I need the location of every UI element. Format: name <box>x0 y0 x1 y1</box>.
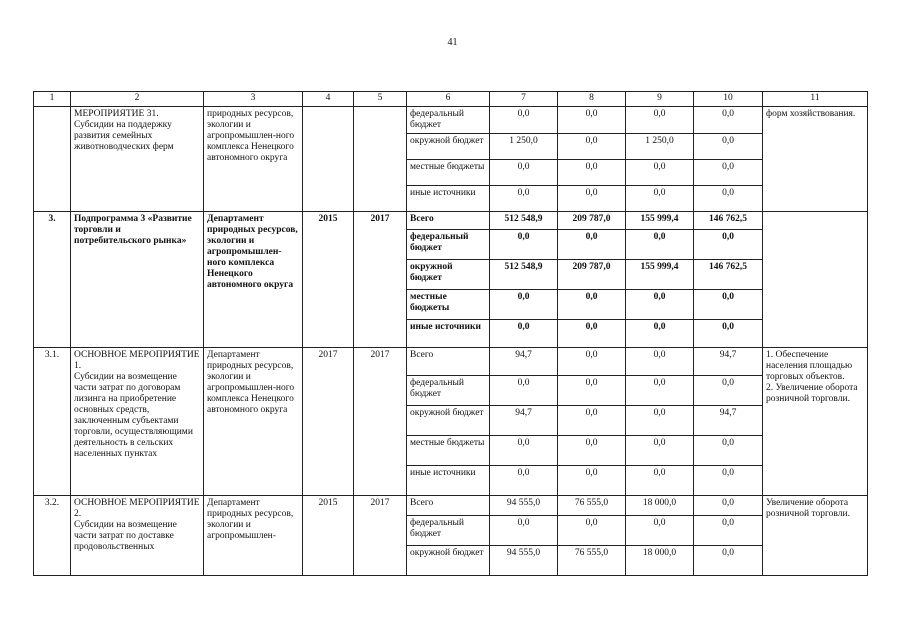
amount-cell: 0,0 <box>558 406 626 436</box>
start-year: 2017 <box>303 348 354 496</box>
funding-source: федеральный бюджет <box>407 376 490 406</box>
funding-source: Всего <box>407 348 490 376</box>
amount-cell: 0,0 <box>694 134 763 160</box>
end-year: 2017 <box>354 348 407 496</box>
executor: Департамент природных ресурсов, экологии и агропромышлен- <box>204 496 303 576</box>
amount-cell: 94,7 <box>694 406 763 436</box>
amount-cell: 94,7 <box>694 348 763 376</box>
amount-cell: 209 787,0 <box>558 260 626 290</box>
start-year: 2015 <box>303 496 354 576</box>
funding-source: иные источники <box>407 186 490 212</box>
end-year: 2017 <box>354 212 407 348</box>
executor: Департамент природных ресурсов, экологии и агропромышлен-ного комплекса Ненецкого автономного округа <box>204 348 303 496</box>
header-cell: 11 <box>763 92 868 107</box>
funding-source: федеральный бюджет <box>407 230 490 260</box>
amount-cell: 0,0 <box>490 320 558 348</box>
amount-cell: 0,0 <box>694 466 763 496</box>
amount-cell: 0,0 <box>490 160 558 186</box>
amount-cell: 18 000,0 <box>626 546 694 576</box>
start-year <box>303 107 354 212</box>
item-number: 3.2. <box>34 496 71 576</box>
amount-cell: 0,0 <box>694 436 763 466</box>
executor: природных ресурсов, экологии и агропромышлен-ного комплекса Ненецкого автономного округа <box>204 107 303 212</box>
table-row <box>34 107 868 134</box>
amount-cell: 0,0 <box>694 320 763 348</box>
amount-cell: 0,0 <box>558 320 626 348</box>
amount-cell: 0,0 <box>626 406 694 436</box>
amount-cell: 0,0 <box>490 376 558 406</box>
executor: Департамент природных ресурсов, экологии и агропромышлен-ного комплекса Ненецкого автономного округа <box>204 212 303 348</box>
amount-cell: 0,0 <box>626 348 694 376</box>
page-number: 41 <box>447 37 458 48</box>
amount-cell: 94,7 <box>490 406 558 436</box>
amount-cell: 0,0 <box>626 436 694 466</box>
amount-cell: 0,0 <box>626 376 694 406</box>
funding-source: местные бюджеты <box>407 160 490 186</box>
amount-cell: 0,0 <box>626 516 694 546</box>
end-year: 2017 <box>354 496 407 576</box>
amount-cell: 0,0 <box>694 496 763 516</box>
amount-cell: 0,0 <box>626 186 694 212</box>
header-cell: 3 <box>204 92 303 107</box>
start-year: 2015 <box>303 212 354 348</box>
header-row <box>34 92 868 107</box>
amount-cell: 0,0 <box>490 290 558 320</box>
amount-cell: 0,0 <box>626 230 694 260</box>
amount-cell: 0,0 <box>694 376 763 406</box>
amount-cell: 94,7 <box>490 348 558 376</box>
program-funding-table <box>33 91 868 576</box>
amount-cell: 0,0 <box>694 290 763 320</box>
funding-source: Всего <box>407 212 490 230</box>
amount-cell: 146 762,5 <box>694 212 763 230</box>
amount-cell: 0,0 <box>558 516 626 546</box>
expected-result: форм хозяйствования. <box>763 107 868 212</box>
amount-cell: 0,0 <box>694 546 763 576</box>
item-number: 3. <box>34 212 71 348</box>
measure-name: МЕРОПРИЯТИЕ 31. Субсидии на поддержку развития семейных животноводческих ферм <box>71 107 204 212</box>
amount-cell: 0,0 <box>558 290 626 320</box>
item-number: 3.1. <box>34 348 71 496</box>
amount-cell: 0,0 <box>490 107 558 134</box>
amount-cell: 155 999,4 <box>626 212 694 230</box>
amount-cell: 0,0 <box>694 107 763 134</box>
amount-cell: 1 250,0 <box>626 134 694 160</box>
amount-cell: 1 250,0 <box>490 134 558 160</box>
amount-cell: 155 999,4 <box>626 260 694 290</box>
amount-cell: 0,0 <box>694 516 763 546</box>
item-number <box>34 107 71 212</box>
funding-source: окружной бюджет <box>407 260 490 290</box>
header-cell: 9 <box>626 92 694 107</box>
amount-cell: 209 787,0 <box>558 212 626 230</box>
amount-cell: 512 548,9 <box>490 260 558 290</box>
amount-cell: 0,0 <box>694 186 763 212</box>
funding-source: иные источники <box>407 320 490 348</box>
funding-source: федеральный бюджет <box>407 107 490 134</box>
amount-cell: 0,0 <box>558 466 626 496</box>
header-cell: 1 <box>34 92 71 107</box>
expected-result: 1. Обеспечение населения площадью торговых объектов. 2. Увеличение оборота розничной торговли. <box>763 348 868 496</box>
table-row <box>34 496 868 516</box>
header-cell: 8 <box>558 92 626 107</box>
amount-cell: 94 555,0 <box>490 496 558 516</box>
amount-cell: 0,0 <box>626 320 694 348</box>
amount-cell: 0,0 <box>490 436 558 466</box>
amount-cell: 0,0 <box>490 186 558 212</box>
amount-cell: 0,0 <box>558 436 626 466</box>
amount-cell: 0,0 <box>490 466 558 496</box>
header-cell: 6 <box>407 92 490 107</box>
header-cell: 7 <box>490 92 558 107</box>
funding-source: федеральный бюджет <box>407 516 490 546</box>
amount-cell: 0,0 <box>558 230 626 260</box>
amount-cell: 0,0 <box>558 348 626 376</box>
measure-name: ОСНОВНОЕ МЕРОПРИЯТИЕ 2. Субсидии на возмещение части затрат по доставке продовольственных <box>71 496 204 576</box>
header-cell: 4 <box>303 92 354 107</box>
funding-source: окружной бюджет <box>407 406 490 436</box>
amount-cell: 0,0 <box>558 376 626 406</box>
amount-cell: 0,0 <box>626 290 694 320</box>
funding-source: окружной бюджет <box>407 546 490 576</box>
amount-cell: 0,0 <box>558 160 626 186</box>
amount-cell: 0,0 <box>490 516 558 546</box>
header-cell: 2 <box>71 92 204 107</box>
funding-source: иные источники <box>407 466 490 496</box>
table-row <box>34 212 868 230</box>
funding-source: местные бюджеты <box>407 436 490 466</box>
amount-cell: 18 000,0 <box>626 496 694 516</box>
amount-cell: 146 762,5 <box>694 260 763 290</box>
amount-cell: 512 548,9 <box>490 212 558 230</box>
amount-cell: 0,0 <box>626 466 694 496</box>
amount-cell: 0,0 <box>694 230 763 260</box>
header-cell: 10 <box>694 92 763 107</box>
expected-result: Увеличение оборота розничной торговли. <box>763 496 868 576</box>
amount-cell: 0,0 <box>626 160 694 186</box>
amount-cell: 0,0 <box>558 134 626 160</box>
funding-source: окружной бюджет <box>407 134 490 160</box>
funding-source: Всего <box>407 496 490 516</box>
amount-cell: 0,0 <box>694 160 763 186</box>
amount-cell: 76 555,0 <box>558 496 626 516</box>
amount-cell: 0,0 <box>558 107 626 134</box>
measure-name: Подпрограмма 3 «Развитие торговли и потребительского рынка» <box>71 212 204 348</box>
funding-source: местные бюджеты <box>407 290 490 320</box>
amount-cell: 94 555,0 <box>490 546 558 576</box>
amount-cell: 0,0 <box>558 186 626 212</box>
header-cell: 5 <box>354 92 407 107</box>
measure-name: ОСНОВНОЕ МЕРОПРИЯТИЕ 1. Субсидии на возмещение части затрат по договорам лизинга на приобретение основных средств, заключенным субъектами торговли, осуществляющими деятельность в сельских населенных пунктах <box>71 348 204 496</box>
amount-cell: 0,0 <box>490 230 558 260</box>
expected-result <box>763 212 868 348</box>
amount-cell: 0,0 <box>626 107 694 134</box>
end-year <box>354 107 407 212</box>
amount-cell: 76 555,0 <box>558 546 626 576</box>
table-row <box>34 348 868 376</box>
